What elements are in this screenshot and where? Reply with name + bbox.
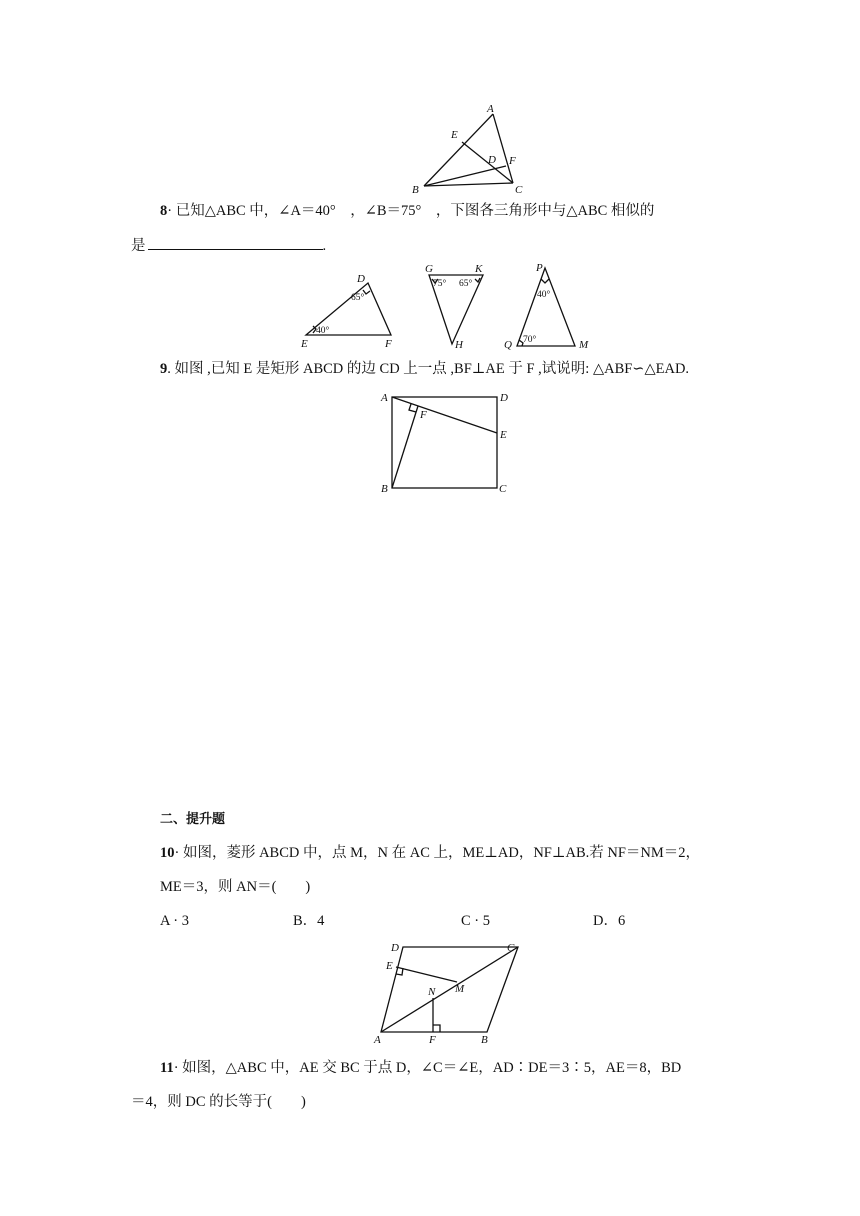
label-e: E — [386, 960, 393, 972]
label-f: F — [509, 155, 516, 167]
label-d: D — [357, 273, 365, 285]
label-b: B — [481, 1034, 488, 1046]
label-m: M — [579, 339, 589, 351]
label-a: A — [487, 103, 494, 115]
question-number: 9 — [160, 361, 168, 377]
question-text: . — [322, 238, 327, 254]
question-number: 10 — [160, 845, 175, 861]
angle-label-d: 65° — [351, 293, 365, 303]
question-11-line1 — [160, 1058, 681, 1078]
segment-me — [396, 967, 457, 982]
question-text: · 如图，△ABC 中，AE 交 BC 于点 D，∠C＝∠E，AD∶DE＝3∶5，AE＝8，BD — [173, 1060, 682, 1076]
label-e: E — [301, 338, 308, 350]
label-c: C — [515, 184, 523, 196]
label-f: F — [429, 1034, 436, 1046]
label-e: E — [500, 429, 507, 441]
question-number: 11 — [160, 1060, 174, 1076]
question-text: · 已知△ABC 中，∠A＝40° ，∠B＝75° ，下图各三角形中与△ABC 相似的 — [167, 203, 655, 219]
angle-label-k: 65° — [459, 279, 473, 289]
question-text: . 如图 ,已知 E 是矩形 ABCD 的边 CD 上一点 ,BF⊥AE 于 F ,试说明: △ABF∽△EAD. — [167, 361, 690, 377]
label-q: Q — [504, 339, 512, 351]
label-f: F — [385, 338, 392, 350]
label-n: N — [428, 986, 436, 998]
label-d: D — [391, 942, 399, 954]
label-f: F — [420, 409, 427, 421]
label-m: M — [455, 983, 465, 995]
label-c: C — [507, 942, 515, 954]
question-10-line2: ME＝3，则 AN＝( ) — [160, 879, 311, 895]
question-11-line2: ＝4，则 DC 的长等于( ) — [131, 1094, 306, 1110]
label-p: P — [536, 262, 543, 274]
label-a: A — [381, 392, 388, 404]
option-c[interactable]: C · 5 — [461, 913, 490, 929]
label-b: B — [381, 483, 388, 495]
section-title: 二、提升题 — [160, 812, 226, 827]
question-text: · 如图，菱形 ABCD 中，点 M，N 在 AC 上，ME⊥AD，NF⊥AB.若 NF＝NM＝2， — [174, 845, 701, 861]
label-b: B — [412, 184, 419, 196]
option-b[interactable]: B．4 — [293, 913, 325, 929]
label-g: G — [425, 263, 433, 275]
option-a[interactable]: A · 3 — [160, 913, 189, 929]
angle-label-e: 40° — [316, 326, 330, 336]
angle-label-q: 70° — [523, 335, 537, 345]
angle-label-g: 75° — [433, 279, 447, 289]
label-c: C — [499, 483, 507, 495]
label-k: K — [475, 263, 483, 275]
label-h: H — [455, 339, 463, 351]
diagonal-ac — [381, 947, 518, 1032]
angle-label-p: 40° — [537, 290, 551, 300]
right-angle-mark-f — [433, 1025, 440, 1032]
label-a: A — [374, 1034, 381, 1046]
label-d: D — [500, 392, 508, 404]
label-e: E — [451, 129, 458, 141]
label-d: D — [488, 154, 496, 166]
option-d[interactable]: D．6 — [593, 913, 626, 929]
question-number: 8 — [160, 203, 168, 219]
question-text: 是 — [131, 238, 146, 254]
